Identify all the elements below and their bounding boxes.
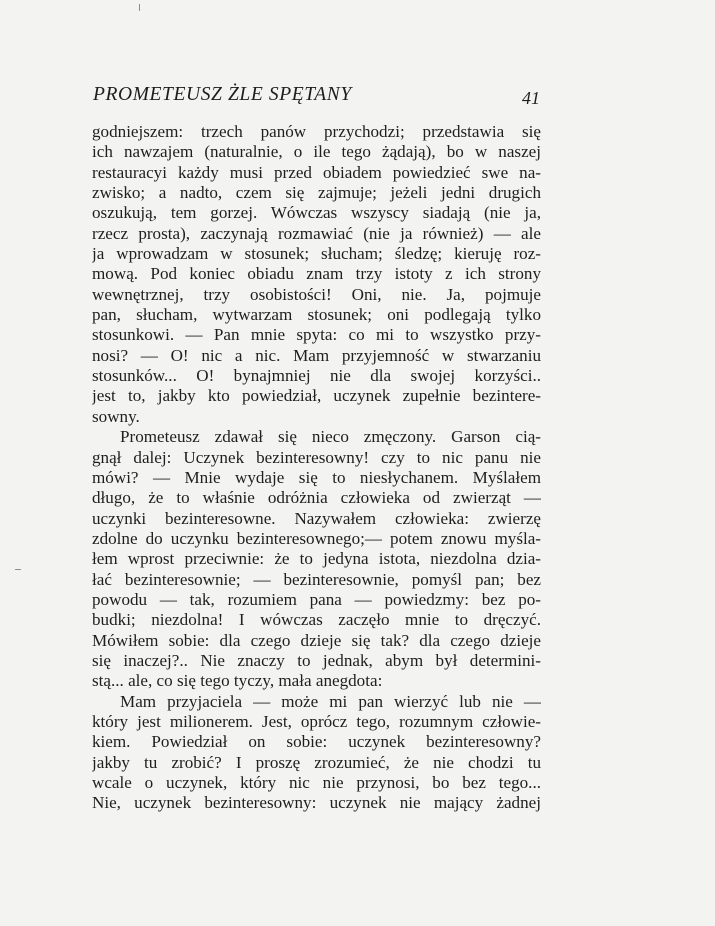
text-line: zwisko; a nadto, czem się zajmuje; jeżeli jedni drugich [92,183,541,203]
text-line: budki; niezdolna! I wówczas zaczęło mnie to dręczyć. [92,610,541,630]
scan-speck [139,4,140,11]
text-line: łać bezinteresownie; — bezinteresownie, pomyśl pan; bez [92,569,541,589]
text-line: kiem. Powiedział on sobie: uczynek bezinteresowny? [92,732,541,752]
text-line: jest to, jakby kto powiedział, uczynek zupełnie bezintere- [92,386,541,406]
text-line: oszukują, tem gorzej. Wówczas wszyscy siadają (nie ja, [92,203,541,223]
text-line: który jest milionerem. Jest, oprócz tego, rozumnym człowie- [92,711,541,731]
text-line: zdolne do uczynku bezinteresownego;— potem znowu myśla- [92,528,541,548]
text-line: rzecz prosta), zaczynają rozmawiać (nie ja również) — ale [92,223,541,243]
text-line: mową. Pod koniec obiadu znam trzy istoty z ich strony [92,264,541,284]
text-line: wewnętrznej, trzy osobistości! Oni, nie. Ja, pojmuje [92,284,541,304]
text-line: Mam przyjaciela — może mi pan wierzyć lub nie — [120,691,541,711]
text-line: długo, że to właśnie odróżnia człowieka od zwierząt — [92,488,541,508]
text-line: stosunkowi. — Pan mnie spyta: co mi to wszystko przy- [92,325,541,345]
text-line: Nie, uczynek bezinteresowny: uczynek nie mający żadnej [92,793,541,813]
running-title: PROMETEUSZ ŻLE SPĘTANY [93,84,352,105]
text-line: łem wprost przeciwnie: że to jedyna istota, niezdolna dzia- [92,549,541,569]
paragraph [92,122,541,427]
text-line: restauracyi każdy musi przed obiadem powiedzieć swe na- [92,162,541,182]
text-line: ich nawzajem (naturalnie, o ile tego żądają), bo w naszej [92,142,541,162]
text-line: powodu — tak, rozumiem pana — powiedzmy: bez po- [92,589,541,609]
page-number: 41 [522,88,540,108]
text-line: stosunków... O! bynajmniej nie dla swojej korzyści.. [92,366,541,386]
text-line: mówi? — Mnie wydaje się to niesłychanem. Myślałem [92,467,541,487]
running-head [93,84,543,110]
text-line: jakby tu zrobić? I proszę zrozumieć, że nie chodzi tu [92,752,541,772]
text-line: godniejszem: trzech panów przychodzi; przedstawia się [92,122,541,141]
text-line: sowny. [92,406,140,426]
text-line: Prometeusz zdawał się nieco zmęczony. Garson cią- [120,427,541,447]
paragraph [92,692,541,814]
text-line: się inaczej?.. Nie znaczy to jednak, abym był determini- [92,650,541,670]
text-line: nosi? — O! nic a nic. Mam przyjemność w stwarzaniu [92,345,541,365]
text-line: stą... ale, co się tego tyczy, mała anegdota: [92,671,383,691]
body-text [92,122,541,814]
text-line: wcale o uczynek, który nic nie przynosi, bo bez tego... [92,773,541,792]
text-line: Mówiłem sobie: dla czego dzieje się tak? dla czego dzieje [92,630,541,650]
text-line: uczynki bezinteresowne. Nazywałem człowieka: zwierzę [92,508,541,528]
scan-speck [15,569,21,570]
text-line: gnął dalej: Uczynek bezinteresowny! czy to nic panu nie [92,447,541,467]
paragraph [92,427,541,691]
text-line: pan, słucham, wytwarzam stosunek; oni podlegają tylko [92,305,541,325]
text-line: ja wprowadzam w stosunek; słucham; śledzę; kieruję roz- [92,244,541,264]
